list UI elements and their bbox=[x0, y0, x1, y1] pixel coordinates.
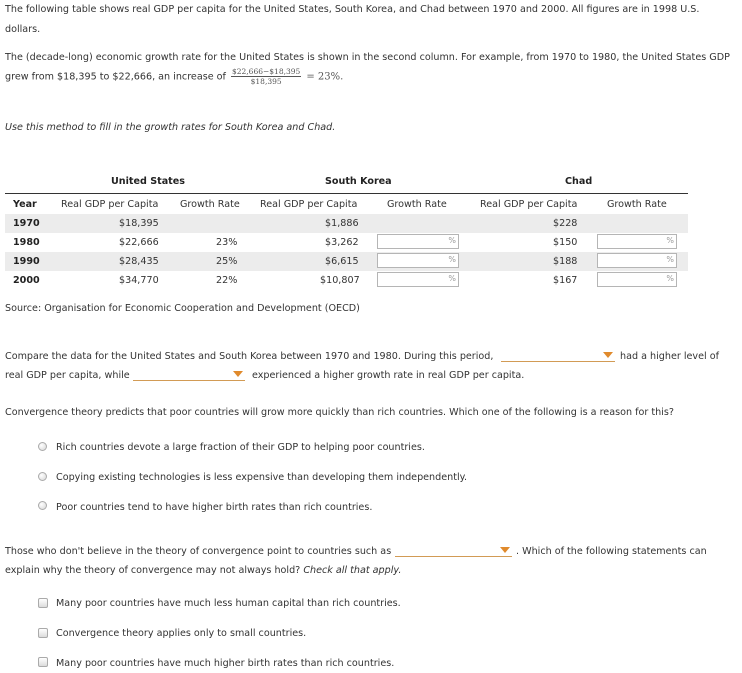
sk-gdp-cell: $6,615 bbox=[325, 256, 359, 267]
us-gdp-cell: $28,435 bbox=[119, 256, 159, 267]
fraction-result: = 23%. bbox=[306, 71, 344, 83]
intro-line-4 bbox=[5, 67, 343, 86]
header-sk-gdp: Real GDP per Capita bbox=[260, 199, 358, 210]
q1-part-1: Compare the data for the United States and South Korea between 1970 and 1980. During this period, bbox=[5, 351, 494, 362]
row-year: 1990 bbox=[13, 256, 40, 267]
q3-option-2-label[interactable]: Convergence theory applies only to small countries. bbox=[56, 628, 307, 639]
q2-option-3-label[interactable]: Poor countries tend to have higher birth rates than rich countries. bbox=[56, 502, 373, 513]
row-year: 2000 bbox=[13, 275, 40, 286]
radio-option-1[interactable] bbox=[38, 442, 47, 451]
q3-option-1-label[interactable]: Many poor countries have much less human capital than rich countries. bbox=[56, 598, 401, 609]
sk-growth-input-1990[interactable] bbox=[377, 253, 459, 268]
chad-growth-input-2000[interactable] bbox=[597, 272, 677, 287]
us-gdp-cell: $18,395 bbox=[119, 218, 159, 229]
row-year: 1980 bbox=[13, 237, 40, 248]
sk-growth-input-2000[interactable] bbox=[377, 272, 459, 287]
q3-part-3: explain why the theory of convergence may not always hold? bbox=[5, 565, 301, 576]
chad-gdp-cell: $167 bbox=[553, 275, 578, 286]
chevron-down-icon bbox=[500, 547, 510, 553]
q2-prompt: Convergence theory predicts that poor countries will grow more quickly than rich countries. Which one of the following is a reason for this? bbox=[5, 407, 674, 418]
sk-growth-field-1980[interactable] bbox=[378, 235, 458, 248]
header-year: Year bbox=[13, 199, 37, 210]
table-row bbox=[5, 252, 688, 271]
checkbox-option-3[interactable] bbox=[38, 657, 48, 667]
chad-gdp-cell: $150 bbox=[553, 237, 578, 248]
intro-line-3: The (decade-long) economic growth rate for the United States is shown in the second column. For example, from 1970 to 1980, the United States GDP bbox=[5, 52, 730, 63]
sk-growth-field-2000[interactable] bbox=[378, 273, 458, 286]
instruction: Use this method to fill in the growth rates for South Korea and Chad. bbox=[5, 122, 336, 133]
sk-growth-input-1980[interactable] bbox=[377, 234, 459, 249]
chad-growth-input-1980[interactable] bbox=[597, 234, 677, 249]
header-chad-gdp: Real GDP per Capita bbox=[480, 199, 578, 210]
intro-line-1: The following table shows real GDP per capita for the United States, South Korea, and Chad between 1970 and 2000. All figures are in 1998 U.S. bbox=[5, 4, 700, 15]
header-us-gdp: Real GDP per Capita bbox=[61, 199, 159, 210]
q3-dropdown-countries[interactable] bbox=[395, 545, 512, 557]
q2-option-2-label[interactable]: Copying existing technologies is less expensive than developing them independently. bbox=[56, 472, 467, 483]
chevron-down-icon bbox=[233, 371, 243, 377]
chad-gdp-cell: $228 bbox=[553, 218, 578, 229]
radio-option-3[interactable] bbox=[38, 501, 47, 510]
fraction-denominator: $18,395 bbox=[250, 77, 282, 86]
us-growth-cell: 25% bbox=[216, 256, 238, 267]
us-growth-cell: 22% bbox=[216, 275, 238, 286]
checkbox-option-1[interactable] bbox=[38, 598, 48, 608]
radio-option-2[interactable] bbox=[38, 472, 47, 481]
row-year: 1970 bbox=[13, 218, 40, 229]
fraction-numerator: $22,666−$18,395 bbox=[231, 67, 301, 76]
table-source: Source: Organisation for Economic Cooperation and Development (OECD) bbox=[5, 303, 360, 314]
percent-sign: % bbox=[666, 236, 674, 245]
table-row bbox=[5, 233, 688, 252]
percent-sign: % bbox=[448, 236, 456, 245]
gdp-table bbox=[5, 176, 688, 296]
intro-line-2: dollars. bbox=[5, 24, 41, 35]
chad-gdp-cell: $188 bbox=[553, 256, 578, 267]
table-row bbox=[5, 271, 688, 290]
header-us-growth: Growth Rate bbox=[180, 199, 240, 210]
group-chad: Chad bbox=[565, 176, 593, 187]
q2-option-1-label[interactable]: Rich countries devote a large fraction of their GDP to helping poor countries. bbox=[56, 442, 425, 453]
percent-sign: % bbox=[448, 255, 456, 264]
growth-fraction bbox=[231, 67, 301, 86]
group-south-korea: South Korea bbox=[325, 176, 392, 187]
q3-part-2: . Which of the following statements can bbox=[516, 546, 707, 557]
percent-sign: % bbox=[666, 274, 674, 283]
header-sk-growth: Growth Rate bbox=[387, 199, 447, 210]
sk-gdp-cell: $1,886 bbox=[325, 218, 359, 229]
q1-part-4: experienced a higher growth rate in real GDP per capita. bbox=[252, 370, 525, 381]
sk-growth-field-1990[interactable] bbox=[378, 254, 458, 267]
us-growth-cell: 23% bbox=[216, 237, 238, 248]
us-gdp-cell: $22,666 bbox=[119, 237, 159, 248]
chad-growth-input-1990[interactable] bbox=[597, 253, 677, 268]
chad-growth-field-1990[interactable] bbox=[598, 254, 676, 267]
q3-check-all: Check all that apply. bbox=[303, 565, 402, 576]
chad-growth-field-1980[interactable] bbox=[598, 235, 676, 248]
q3-option-3-label[interactable]: Many poor countries have much higher birth rates than rich countries. bbox=[56, 658, 395, 669]
q1-dropdown-higher-growth[interactable] bbox=[133, 369, 245, 381]
q3-part-3-line bbox=[5, 565, 401, 576]
chevron-down-icon bbox=[603, 352, 613, 358]
chad-growth-field-2000[interactable] bbox=[598, 273, 676, 286]
percent-sign: % bbox=[666, 255, 674, 264]
group-us: United States bbox=[111, 176, 185, 187]
sk-gdp-cell: $3,262 bbox=[325, 237, 359, 248]
header-chad-growth: Growth Rate bbox=[607, 199, 667, 210]
sk-gdp-cell: $10,807 bbox=[320, 275, 360, 286]
q1-dropdown-higher-level[interactable] bbox=[501, 350, 615, 362]
checkbox-option-2[interactable] bbox=[38, 628, 48, 638]
q1-part-3: real GDP per capita, while bbox=[5, 370, 130, 381]
intro-line-4-text: grew from $18,395 to $22,666, an increase of bbox=[5, 71, 226, 83]
q3-part-1: Those who don't believe in the theory of convergence point to countries such as bbox=[5, 546, 392, 557]
q1-part-2: had a higher level of bbox=[620, 351, 719, 362]
percent-sign: % bbox=[448, 274, 456, 283]
us-gdp-cell: $34,770 bbox=[119, 275, 159, 286]
table-top-border bbox=[5, 193, 688, 194]
table-row bbox=[5, 214, 688, 233]
